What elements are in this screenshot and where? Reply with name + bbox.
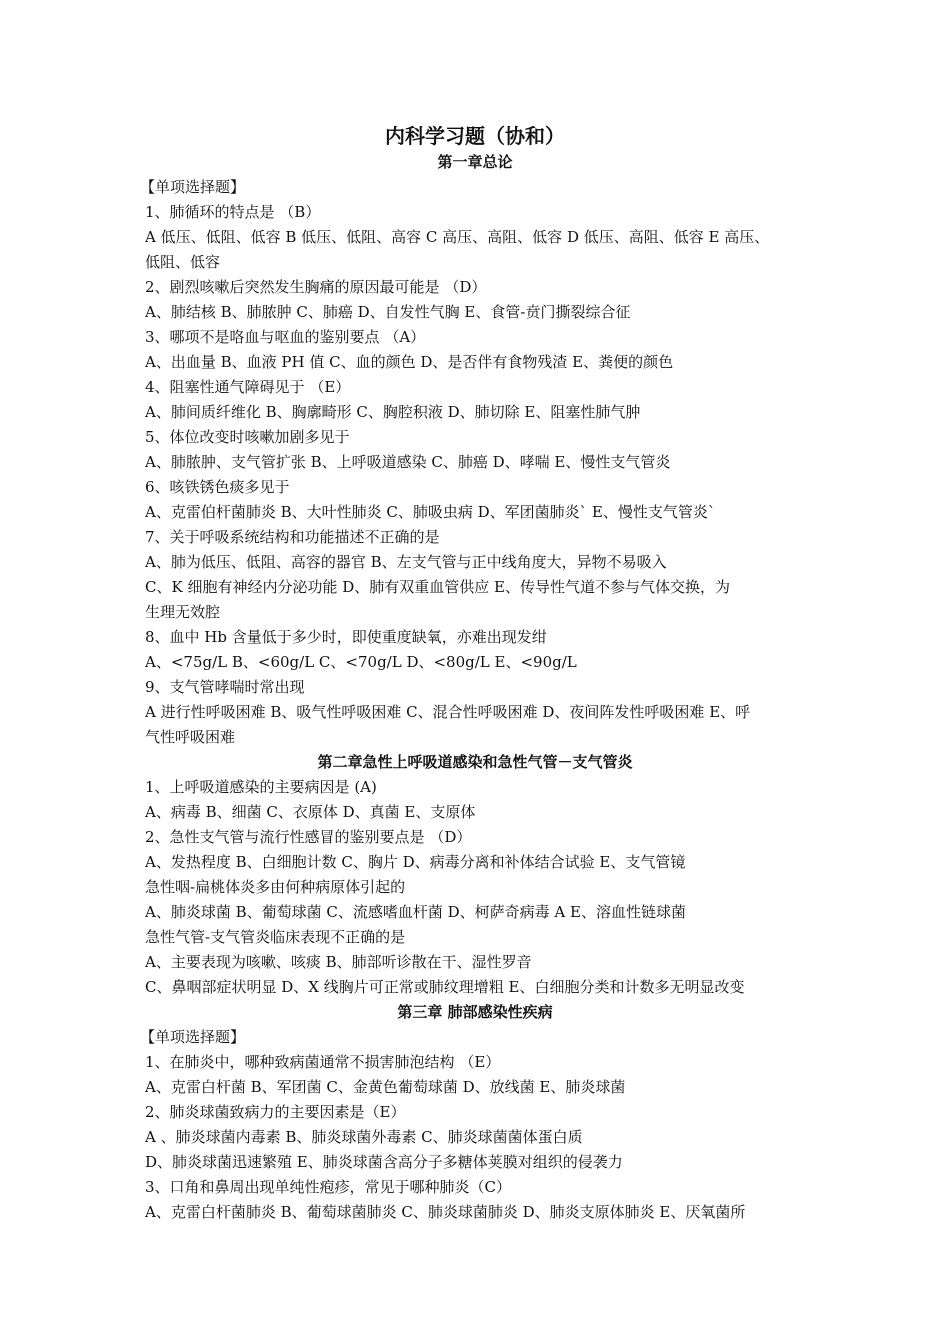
- options: 低阻、低容: [145, 253, 221, 271]
- question: 3、哪项不是咯血与呕血的鉴别要点 （A）: [145, 328, 426, 346]
- question: 5、体位改变时咳嗽加剧多见于: [145, 428, 350, 446]
- options: D、肺炎球菌迅速繁殖 E、肺炎球菌含高分子多糖体荚膜对组织的侵袭力: [145, 1153, 623, 1171]
- question: 1、肺循环的特点是 （B）: [145, 203, 321, 221]
- chapter-heading: 第二章急性上呼吸道感染和急性气管－支气管炎: [317, 753, 633, 771]
- question: 9、支气管哮喘时常出现: [145, 678, 305, 696]
- options: A、出血量 B、血液 PH 值 C、血的颜色 D、是否伴有食物残渣 E、粪便的颜色: [145, 353, 674, 371]
- question: 急性咽-扁桃体炎多由何种病原体引起的: [145, 878, 406, 896]
- question: 8、血中 Hb 含量低于多少时，即使重度缺氧，亦难出现发绀: [145, 628, 547, 646]
- question: 2、急性支气管与流行性感冒的鉴别要点是 （D）: [145, 828, 472, 846]
- options: A、主要表现为咳嗽、咳痰 B、肺部听诊散在干、湿性罗音: [145, 953, 532, 971]
- options: A、肺炎球菌 B、葡萄球菌 C、流感嗜血杆菌 D、柯萨奇病毒 A E、溶血性链球菌: [145, 903, 686, 921]
- options: A、克雷白杆菌 B、军团菌 C、金黄色葡萄球菌 D、放线菌 E、肺炎球菌: [145, 1078, 626, 1096]
- chapter-heading: 第三章 肺部感染性疾病: [397, 1003, 553, 1021]
- options: A、病毒 B、细菌 C、衣原体 D、真菌 E、支原体: [145, 803, 476, 821]
- options: C、K 细胞有神经内分泌功能 D、肺有双重血管供应 E、传导性气道不参与气体交换，为: [145, 578, 730, 596]
- options: A、克雷伯杆菌肺炎 B、大叶性肺炎 C、肺吸虫病 D、军团菌肺炎` E、慢性支气管炎`: [145, 503, 716, 521]
- options: A、克雷白杆菌肺炎 B、葡萄球菌肺炎 C、肺炎球菌肺炎 D、肺炎支原体肺炎 E、厌氧菌所: [145, 1203, 746, 1221]
- question: 急性气管-支气管炎临床表现不正确的是: [145, 928, 406, 946]
- question: 4、阻塞性通气障碍见于 （E）: [145, 378, 351, 396]
- section-label: 【单项选择题】: [140, 178, 246, 196]
- question: 6、咳铁锈色痰多见于: [145, 478, 290, 496]
- options: A、肺脓肿、支气管扩张 B、上呼吸道感染 C、肺癌 D、哮喘 E、慢性支气管炎: [145, 453, 671, 471]
- options: A、肺为低压、低阻、高容的器官 B、左支气管与正中线角度大，异物不易吸入: [145, 553, 667, 571]
- options: A、<75g/L B、<60g/L C、<70g/L D、<80g/L E、<90g/L: [145, 653, 577, 671]
- question: 7、关于呼吸系统结构和功能描述不正确的是: [145, 528, 440, 546]
- doc-title: 内科学习题（协和）: [385, 124, 565, 148]
- options: A 低压、低阻、低容 B 低压、低阻、高容 C 高压、高阻、低容 D 低压、高阻、低容 E 高压、: [145, 228, 770, 246]
- question: 3、口角和鼻周出现单纯性疱疹，常见于哪种肺炎（C）: [145, 1178, 512, 1196]
- section-label: 【单项选择题】: [140, 1028, 246, 1046]
- chapter-heading: 第一章总论: [437, 153, 513, 171]
- question: 1、在肺炎中，哪种致病菌通常不损害肺泡结构 （E）: [145, 1053, 501, 1071]
- question: 2、剧烈咳嗽后突然发生胸痛的原因最可能是 （D）: [145, 278, 487, 296]
- options: C、鼻咽部症状明显 D、X 线胸片可正常或肺纹理增粗 E、白细胞分类和计数多无明显改变: [145, 978, 745, 996]
- options: A 、肺炎球菌内毒素 B、肺炎球菌外毒素 C、肺炎球菌菌体蛋白质: [145, 1128, 583, 1146]
- options: A 进行性呼吸困难 B、吸气性呼吸困难 C、混合性呼吸困难 D、夜间阵发性呼吸困难 E、呼: [145, 703, 751, 721]
- options: A、肺结核 B、肺脓肿 C、肺癌 D、自发性气胸 E、食管-贲门撕裂综合征: [145, 303, 631, 321]
- question: 2、肺炎球菌致病力的主要因素是（E）: [145, 1103, 406, 1121]
- question: 1、上呼吸道感染的主要病因是 (A): [145, 778, 377, 796]
- options: 生理无效腔: [145, 603, 221, 621]
- options: A、发热程度 B、白细胞计数 C、胸片 D、病毒分离和补体结合试验 E、支气管镜: [145, 853, 686, 871]
- options: A、肺间质纤维化 B、胸廓畸形 C、胸腔积液 D、肺切除 E、阻塞性肺气肿: [145, 403, 641, 421]
- options: 气性呼吸困难: [145, 728, 236, 746]
